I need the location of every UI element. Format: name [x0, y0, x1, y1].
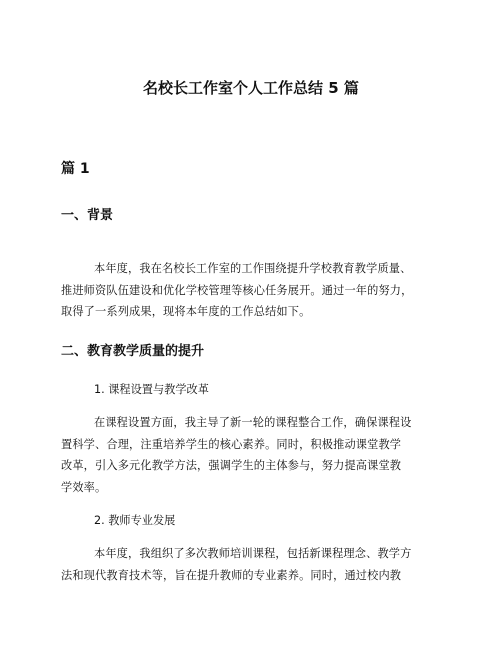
paragraph-line: 推进师资队伍建设和优化学校管理等核心任务展开。通过一年的努力， [61, 283, 413, 297]
paragraph-background [61, 258, 443, 323]
paragraph-line: 学效率。 [61, 480, 107, 494]
paragraph-line: 本年度，我在名校长工作室的工作围绕提升学校教育教学质量、 [94, 262, 412, 275]
section-label: 篇 1 [61, 161, 90, 177]
paragraph-line: 改革，引入多元化教学方法，强调学生的主体参与，努力提高课堂教 [61, 459, 402, 472]
heading-quality: 二、教育教学质量的提升 [61, 344, 205, 359]
subheading-teacher-dev: 2. 教师专业发展 [94, 514, 176, 527]
paragraph-line: 本年度，我组织了多次教师培训课程，包括新课程理念、教学方 [94, 547, 412, 560]
subheading-curriculum: 1. 课程设置与教学改革 [94, 383, 209, 396]
paragraph-curriculum [61, 412, 443, 498]
paragraph-line: 法和现代教育技术等，旨在提升教师的专业素养。同时，通过校内教 [61, 568, 402, 582]
paragraph-line: 置科学、合理，注重培养学生的核心素养。同时，积极推动课堂教学 [61, 437, 402, 451]
paragraph-line: 在课程设置方面，我主导了新一轮的课程整合工作，确保课程设 [94, 416, 412, 429]
paragraph-line: 取得了一系列成果，现将本年度的工作总结如下。 [61, 305, 311, 318]
document-title: 名校长工作室个人工作总结 5 篇 [143, 79, 359, 97]
paragraph-teacher-dev [61, 543, 443, 586]
heading-background: 一、背景 [61, 208, 114, 223]
